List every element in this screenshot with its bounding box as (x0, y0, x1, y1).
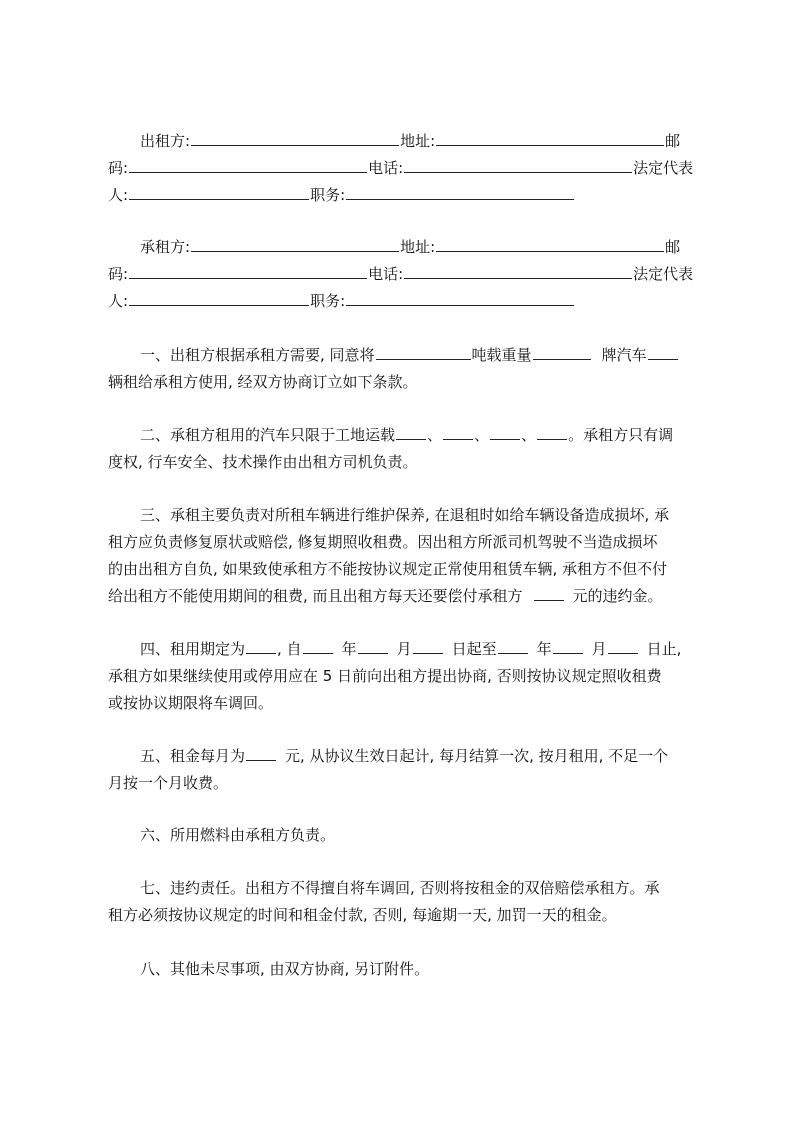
lessee-postcode-blank[interactable] (129, 261, 367, 279)
clause4-text-c: 日起至 (451, 640, 497, 658)
lessee-address-label: 地址: (400, 238, 436, 256)
clause1-text-a: 一、出租方根据承租方需要, 同意将 (140, 346, 375, 364)
separator-1: 、 (427, 426, 443, 444)
lessor-legal-rep-end: 人: (108, 186, 129, 204)
start-year-blank[interactable] (303, 636, 333, 654)
clause4-line-2 (108, 663, 700, 689)
monthly-rent-blank[interactable] (246, 743, 276, 761)
lessor-line-1 (140, 128, 700, 154)
clause5-text-c: 月按一个月收费。 (108, 774, 229, 792)
lessee-phone-blank[interactable] (404, 261, 632, 279)
clause2-text-c: 度权, 行车安全、技术操作由出租方司机负责。 (108, 453, 418, 471)
lessor-phone-label: 电话: (368, 159, 404, 177)
lessee-line-2 (108, 261, 700, 287)
site-blank-2[interactable] (443, 422, 473, 440)
clause1-line-1 (140, 342, 700, 368)
clause5-text-b: 元, 从协议生效日起计, 每月结算一次, 按月租用, 不足一个 (285, 747, 669, 765)
lessee-position-blank[interactable] (346, 288, 574, 306)
lessor-line-3 (108, 182, 700, 208)
lessor-label: 出租方: (140, 132, 191, 150)
clause3-line-4 (108, 583, 700, 609)
end-month-label: 月 (591, 640, 607, 658)
penalty-amount-blank[interactable] (534, 583, 564, 601)
clause3-text-l4b: 元的违约金。 (572, 587, 663, 605)
clause8-line-1 (140, 956, 700, 982)
lessee-legal-rep-blank[interactable] (129, 288, 309, 306)
term-blank[interactable] (246, 636, 276, 654)
separator-3: 、 (521, 426, 537, 444)
lessor-address-blank[interactable] (436, 128, 664, 146)
end-year-blank[interactable] (498, 636, 528, 654)
clause4-text-d: 日止, (646, 640, 682, 658)
lessee-legal-rep-start: 法定代表 (633, 265, 694, 283)
lessee-label: 承租方: (140, 238, 191, 256)
lessee-name-blank[interactable] (191, 234, 399, 252)
clause4-text-a: 四、租用期定为 (140, 640, 246, 658)
clause2-line-1 (140, 422, 700, 448)
lessor-phone-blank[interactable] (404, 155, 632, 173)
clause7-line-1 (140, 875, 700, 901)
clause8-text-a: 八、其他未尽事项, 由双方协商, 另订附件。 (140, 960, 430, 978)
site-blank-1[interactable] (396, 422, 426, 440)
clause1-text-d: 辆租给承租方使用, 经双方协商订立如下条款。 (108, 373, 418, 391)
clause5-line-2 (108, 770, 700, 796)
clause2-text-a: 二、承租方租用的汽车只限于工地运载 (140, 426, 396, 444)
lessee-line-1 (140, 234, 700, 260)
tonnage-blank[interactable] (533, 342, 591, 360)
clause4-text-l3: 或按协议期限将车调回。 (108, 694, 274, 712)
start-month-blank[interactable] (358, 636, 388, 654)
lessor-postcode-blank[interactable] (129, 155, 367, 173)
start-month-label: 月 (396, 640, 412, 658)
clause5-text-a: 五、租金每月为 (140, 747, 246, 765)
lessor-address-label: 地址: (400, 132, 436, 150)
clause4-line-3 (108, 690, 700, 716)
clause3-text-l4a: 给出租方不能使用期间的租费, 而且出租方每天还要偿付承租方 (108, 587, 523, 605)
lessee-position-label: 职务: (310, 292, 346, 310)
site-blank-4[interactable] (537, 422, 567, 440)
start-day-blank[interactable] (413, 636, 443, 654)
separator-2: 、 (474, 426, 490, 444)
clause3-text-l1: 三、承租主要负责对所租车辆进行维护保养, 在退租时如给车辆设备造成损坏, 承 (140, 506, 670, 524)
clause5-line-1 (140, 743, 700, 769)
clause3-text-l3: 的由出租方自负, 如果致使承租方不能按协议规定正常使用租赁车辆, 承租方不但不付 (108, 560, 668, 578)
lessor-legal-rep-start: 法定代表 (633, 159, 694, 177)
lessor-legal-rep-blank[interactable] (129, 182, 309, 200)
end-day-blank[interactable] (608, 636, 638, 654)
clause2-line-2 (108, 449, 700, 475)
lessee-post-start: 邮 (665, 238, 681, 256)
lessee-legal-rep-end: 人: (108, 292, 129, 310)
clause4-line-1 (140, 636, 700, 662)
lessor-position-label: 职务: (310, 186, 346, 204)
clause4-text-b: , 自 (277, 640, 302, 658)
clause3-line-2 (108, 529, 700, 555)
lessee-line-3 (108, 288, 700, 314)
lessor-position-blank[interactable] (346, 182, 574, 200)
site-blank-3[interactable] (490, 422, 520, 440)
clause3-text-l2: 租方应负责修复原状或赔偿, 修复期照收租费。因出租方所派司机驾驶不当造成损坏 (108, 533, 658, 551)
clause1-text-b: 吨载重量 (471, 346, 532, 364)
brand-blank[interactable] (648, 342, 678, 360)
end-month-blank[interactable] (553, 636, 583, 654)
clause1-text-c: 牌汽车 (601, 346, 647, 364)
clause2-text-b: 。承租方只有调 (568, 426, 674, 444)
lessee-address-blank[interactable] (436, 234, 664, 252)
clause6-line-1 (140, 822, 700, 848)
lessor-name-blank[interactable] (191, 128, 399, 146)
clause6-text-a: 六、所用燃料由承租方负责。 (140, 826, 336, 844)
lessor-post-end: 码: (108, 159, 129, 177)
end-year-label: 年 (536, 640, 552, 658)
vehicle-count-blank[interactable] (376, 342, 471, 360)
clause3-line-1 (140, 502, 700, 528)
clause3-line-3 (108, 556, 700, 582)
clause7-text-l2: 租方必须按协议规定的时间和租金付款, 否则, 每逾期一天, 加罚一天的租金。 (108, 906, 617, 924)
lessee-phone-label: 电话: (368, 265, 404, 283)
clause1-line-2 (108, 369, 700, 395)
lessor-line-2 (108, 155, 700, 181)
clause4-text-l2: 承租方如果继续使用或停用应在 5 日前向出租方提出协商, 否则按协议规定照收租费 (108, 667, 662, 685)
clause7-text-l1: 七、违约责任。出租方不得擅自将车调回, 否则将按租金的双倍赔偿承租方。承 (140, 879, 660, 897)
lessor-post-start: 邮 (665, 132, 681, 150)
start-year-label: 年 (341, 640, 357, 658)
clause7-line-2 (108, 902, 700, 928)
lessee-post-end: 码: (108, 265, 129, 283)
